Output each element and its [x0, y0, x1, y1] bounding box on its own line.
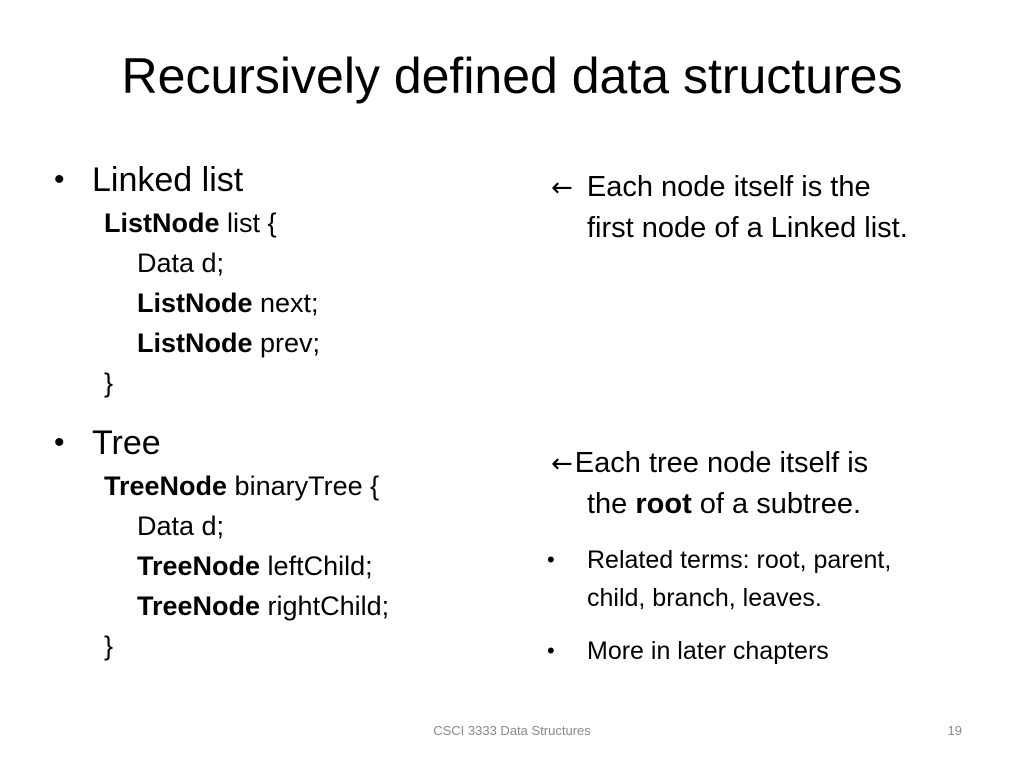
note-text: first node of a Linked list.	[587, 212, 908, 244]
code-keyword: ListNode	[104, 208, 220, 238]
note-text: Each node itself is the	[578, 171, 871, 203]
bullet-dot-icon: •	[547, 547, 555, 572]
slide-title: Recursively defined data structures	[121, 48, 903, 104]
list-code-line-3	[137, 287, 319, 319]
code-text: Data d;	[137, 511, 225, 541]
bullet-dot-icon: •	[54, 163, 65, 196]
note-text: of a subtree.	[691, 488, 862, 520]
code-keyword: ListNode	[137, 288, 253, 318]
sub-bullet-text: child, branch, leaves.	[587, 584, 822, 612]
bullet-dot-icon: •	[547, 638, 555, 663]
tree-code-line-5	[104, 630, 113, 662]
code-text: rightChild;	[260, 591, 390, 621]
bullet-dot-icon: •	[54, 426, 65, 459]
footer-course: CSCI 3333 Data Structures	[433, 723, 591, 738]
left-arrow-icon: ←	[551, 173, 573, 203]
bullet-label: Linked list	[92, 161, 244, 199]
code-keyword: TreeNode	[104, 471, 228, 501]
list-code-line-2	[137, 247, 224, 279]
note-tree-line-1	[551, 443, 868, 484]
sub-bullet-text: Related terms: root, parent,	[587, 546, 892, 574]
code-text: next;	[252, 288, 319, 318]
list-code-line-1	[104, 207, 277, 239]
tree-code-line-3	[137, 550, 373, 582]
code-text: Data d;	[137, 248, 225, 278]
footer-page-number: 19	[947, 723, 962, 738]
code-keyword: TreeNode	[137, 551, 261, 581]
code-text: leftChild;	[260, 551, 373, 581]
code-keyword: TreeNode	[137, 591, 261, 621]
code-text: list {	[219, 208, 277, 238]
list-code-line-4	[137, 327, 320, 359]
tree-code-line-2	[137, 510, 224, 542]
tree-code-line-4	[137, 590, 389, 622]
bullet-label: Tree	[92, 424, 161, 462]
note-text: Each tree node itself is	[574, 447, 869, 479]
note-linked-list-line-2	[587, 208, 908, 248]
code-text: }	[104, 631, 114, 661]
note-emphasis: root	[635, 488, 692, 520]
left-arrow-icon: ←	[551, 449, 573, 479]
code-keyword: ListNode	[137, 328, 253, 358]
code-text: prev;	[252, 328, 321, 358]
note-text: the	[587, 488, 636, 520]
note-linked-list-line-1	[551, 167, 871, 208]
list-code-line-5	[104, 367, 113, 399]
tree-code-line-1	[104, 470, 379, 502]
sub-bullet-text: More in later chapters	[587, 637, 829, 665]
code-text: binaryTree {	[227, 471, 380, 501]
note-tree-line-2	[587, 484, 861, 524]
code-text: }	[104, 368, 114, 398]
